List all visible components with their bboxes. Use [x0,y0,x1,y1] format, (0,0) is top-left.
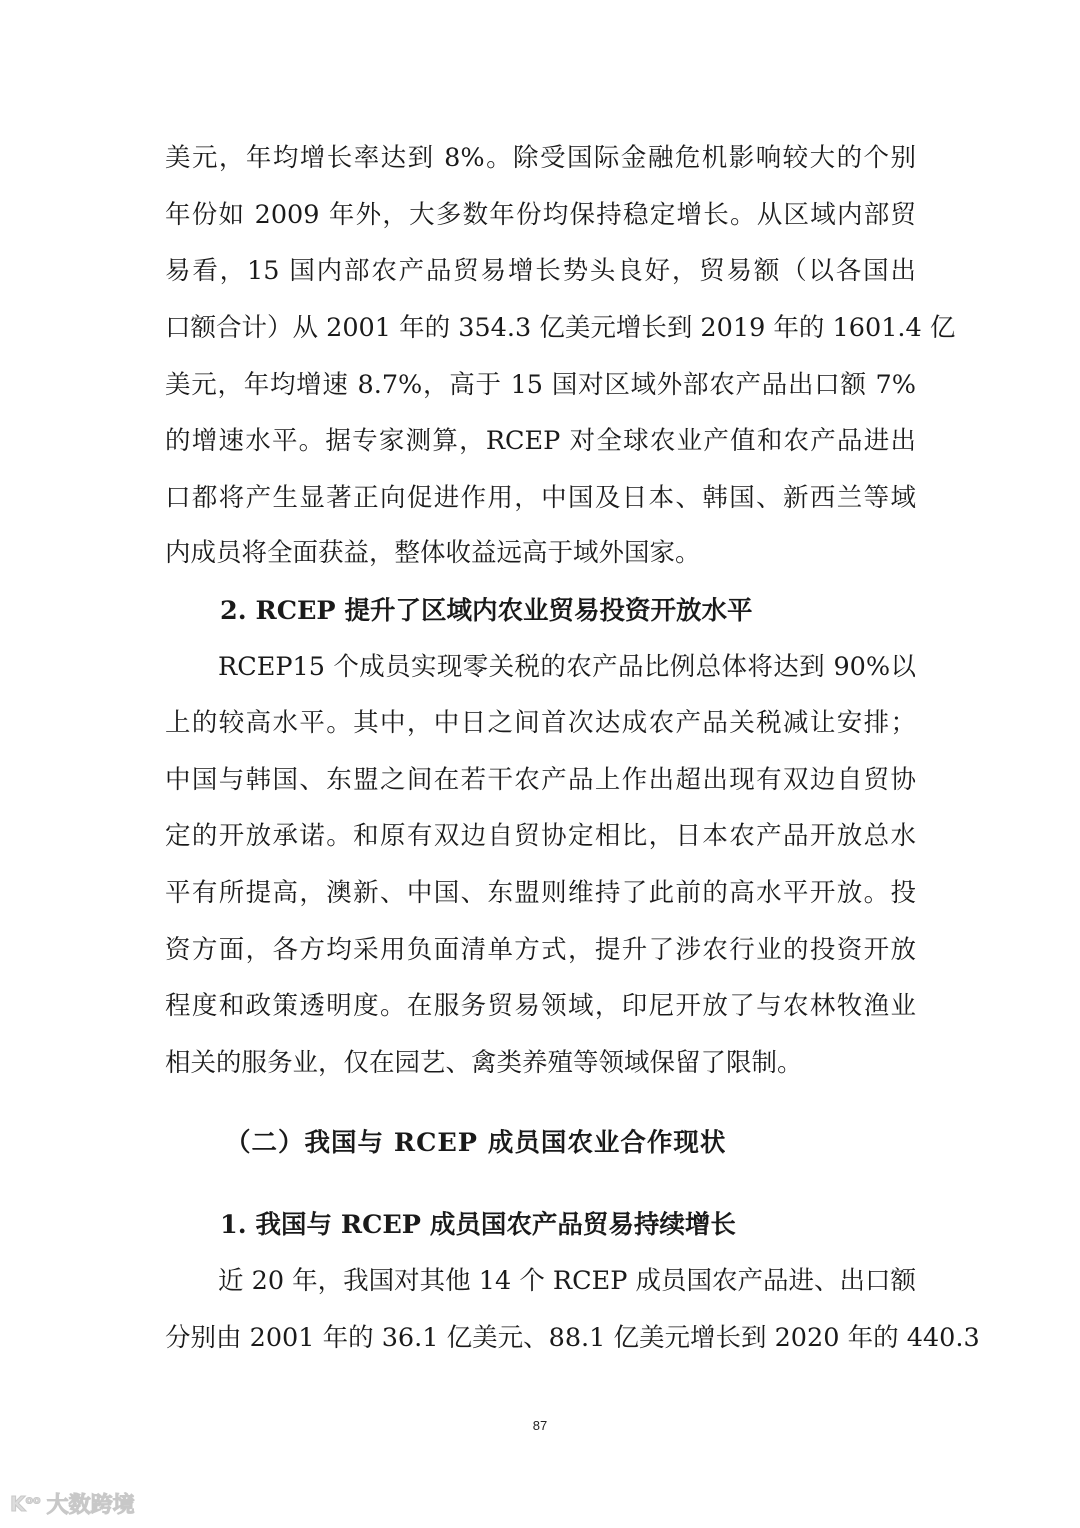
section-heading: （二）我国与 RCEP 成员国农业合作现状 [225,1128,727,1158]
paragraph-line: 口额合计）从 2001 年的 354.3 亿美元增长到 2019 年的 1601.4 亿 [165,313,956,343]
paragraph-line: 口都将产生显著正向促进作用，中国及日本、韩国、新西兰等域 [165,483,916,513]
paragraph-line: 近 20 年，我国对其他 14 个 RCEP 成员国农产品进、出口额 [218,1266,917,1296]
paragraph-line: 平有所提高，澳新、中国、东盟则维持了此前的高水平开放。投 [165,878,916,908]
paragraph-line: 定的开放承诺。和原有双边自贸协定相比，日本农产品开放总水 [165,821,916,851]
subsection-heading: 1. 我国与 RCEP 成员国农产品贸易持续增长 [220,1210,736,1240]
paragraph-line: 美元，年均增速 8.7%，高于 15 国对区域外部农产品出口额 7% [165,370,916,400]
paragraph-line: 资方面，各方均采用负面清单方式，提升了涉农行业的投资开放 [165,935,916,965]
paragraph-line: 程度和政策透明度。在服务贸易领域，印尼开放了与农林牧渔业 [165,991,916,1021]
paragraph-line: RCEP15 个成员实现零关税的农产品比例总体将达到 90%以 [218,652,916,682]
paragraph-line: 的增速水平。据专家测算，RCEP 对全球农业产值和农产品进出 [165,426,916,456]
page-number: 87 [532,1418,548,1433]
watermark-icon: $K^{oo}$ [10,1491,41,1516]
paragraph-line: 美元，年均增长率达到 8%。除受国际金融危机影响较大的个别 [165,143,916,173]
paragraph-line: 分别由 2001 年的 36.1 亿美元、88.1 亿美元增长到 2020 年的 440.3 [165,1323,980,1353]
watermark-logo [10,1488,135,1519]
paragraph-line: 上的较高水平。其中，中日之间首次达成农产品关税减让安排； [165,708,916,738]
paragraph-line: 内成员将全面获益，整体收益远高于域外国家。 [165,538,701,568]
paragraph-line: 中国与韩国、东盟之间在若干农产品上作出超出现有双边自贸协 [165,765,916,795]
paragraph-line: 易看，15 国内部农产品贸易增长势头良好，贸易额（以各国出 [165,256,916,286]
paragraph-line: 相关的服务业，仅在园艺、禽类养殖等领域保留了限制。 [165,1048,803,1078]
watermark-text: 大数跨境 [46,1493,135,1518]
subsection-heading: 2. RCEP 提升了区域内农业贸易投资开放水平 [220,596,753,626]
paragraph-line: 年份如 2009 年外，大多数年份均保持稳定增长。从区域内部贸 [165,200,916,230]
